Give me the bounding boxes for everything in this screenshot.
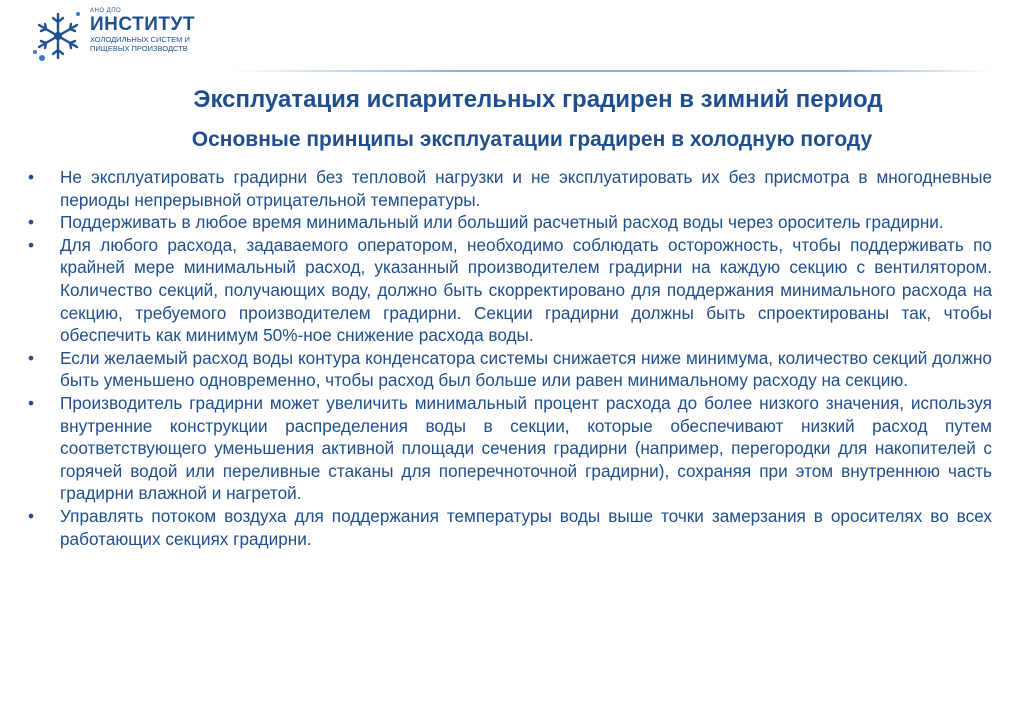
header [0, 0, 1024, 74]
slide-title: Эксплуатация испарительных градирен в зимний период [193, 86, 883, 113]
logo-text [90, 8, 195, 53]
bullet-marker: • [28, 234, 35, 255]
logo-org: АНО ДПО [90, 8, 122, 14]
bullet-text: Поддерживать в любое время минимальный или больший расчетный расход воды через ороситель градирни. [60, 212, 944, 233]
bullet-text: Не эксплуатировать градирни без тепловой нагрузки и не эксплуатировать их без присмотра в многодневные периоды непрерывной отрицательной температуры. [60, 167, 992, 210]
header-divider [230, 70, 990, 72]
bullet-item [28, 211, 992, 234]
bullet-item [28, 505, 992, 550]
bullet-marker: • [28, 167, 35, 187]
bullet-text: Если желаемый расход воды контура конденсатора системы снижается ниже минимума, количество секций должно быть уменьшено одновременно, чтобы расход был больше или равен минимальному расходу на секцию. [60, 347, 992, 391]
bullet-marker: • [28, 505, 35, 526]
bullet-marker: • [28, 392, 35, 413]
logo-sub-line-1: ХОЛОДИЛЬНЫХ СИСТЕМ И [90, 35, 190, 44]
snowflake-icon [30, 8, 86, 64]
bullet-text: Управлять потоком воздуха для поддержания температуры воды выше точки замерзания в оросителях во всех работающих секциях градирни. [60, 505, 992, 549]
bullet-item [28, 234, 992, 347]
bullet-item [28, 347, 992, 392]
bullet-list [28, 166, 992, 550]
slide-subtitle: Основные принципы эксплуатации градирен в холодную погоду [191, 128, 873, 151]
bullet-text: Производитель градирни может увеличить минимальный процент расхода до более низкого значения, используя внутренние конструкции распределения воды в секции, которые обеспечивают низкий расход путем соответствующего уменьшения активной площади сечения градирни (например, перегородки для накопителей с горячей водой или переливные стаканы для поперечноточной градирни), сохраняя при этом внутреннюю часть градирни влажной и нагретой. [60, 392, 992, 504]
bullet-marker: • [28, 347, 35, 368]
bullet-item [28, 392, 992, 505]
bullet-marker: • [28, 212, 35, 233]
bullet-item [28, 166, 992, 211]
logo-sub-line-2: ПИЩЕВЫХ ПРОИЗВОДСТВ [90, 44, 188, 53]
bullet-text: Для любого расхода, задаваемого оператором, необходимо соблюдать осторожность, чтобы поддерживать по крайней мере минимальный расход, указанный производителем градирни на каждую секцию с вентилятором. Количество секций, получающих воду, должно быть скорректировано для поддержания минимального расхода на секцию, требуемого производителем градирни. Секции градирни должны быть спроектированы так, чтобы обеспечить как минимум 50%-ное снижение расхода воды. [60, 234, 992, 346]
logo-name: ИНСТИТУТ [90, 14, 195, 35]
